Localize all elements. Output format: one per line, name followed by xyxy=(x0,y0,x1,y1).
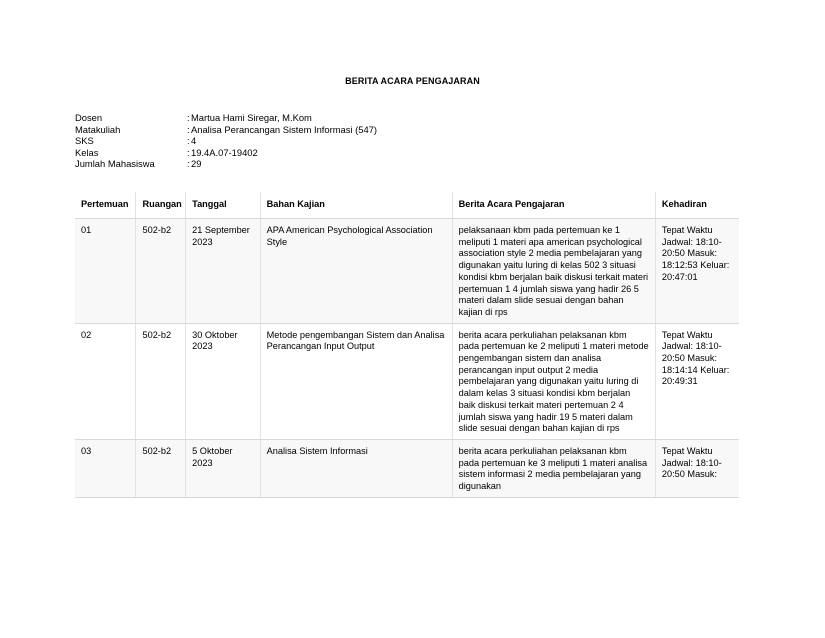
cell-pertemuan: 02 xyxy=(75,323,136,439)
info-separator: : xyxy=(187,135,190,146)
cell-tanggal: 5 Oktober 2023 xyxy=(186,439,261,497)
info-label: Matakuliah xyxy=(75,123,121,135)
teaching-report-table xyxy=(75,192,739,498)
cell-tanggal: 21 September 2023 xyxy=(186,219,261,324)
header-ruangan: Ruangan xyxy=(136,192,186,219)
cell-berita-acara: pelaksanaan kbm pada pertemuan ke 1 meliputi 1 materi apa american psychological association style 2 media pembelajaran yang digunakan yaitu luring di kelas 502 3 situasi kondisi kbm berjalan baik diskusi terkait materi pertemuan 1 4 jumlah siswa yang hadir 26 5 materi dalam slide sesuai dengan bahan kajian di rps xyxy=(452,219,655,324)
info-row-sks xyxy=(75,135,377,147)
header-kehadiran: Kehadiran xyxy=(655,192,739,219)
table-row xyxy=(75,439,739,497)
cell-berita-acara: berita acara perkuliahan pelaksanan kbm pada pertemuan ke 3 meliputi 1 materi analisa sistem informasi 2 media pembelajaran yang digunakan xyxy=(452,439,655,497)
info-separator: : xyxy=(187,158,190,169)
info-separator: : xyxy=(187,146,190,158)
info-label: Jumlah Mahasiswa xyxy=(75,158,155,169)
header-bahan-kajian: Bahan Kajian xyxy=(260,192,452,219)
info-label: SKS xyxy=(75,135,94,146)
info-value: 19.4A.07-19402 xyxy=(191,146,258,158)
table-row xyxy=(75,219,739,324)
info-separator: : xyxy=(187,123,190,135)
cell-pertemuan: 01 xyxy=(75,219,136,324)
info-value: 4 xyxy=(191,135,197,146)
info-value: 29 xyxy=(191,158,202,169)
cell-ruangan: 502-b2 xyxy=(136,439,186,497)
cell-ruangan: 502-b2 xyxy=(136,323,186,439)
course-info xyxy=(75,112,377,170)
document-title: BERITA ACARA PENGAJARAN xyxy=(345,76,480,86)
info-value: Martua Hami Siregar, M.Kom xyxy=(191,112,312,123)
cell-bahan-kajian: Metode pengembangan Sistem dan Analisa Perancangan Input Output xyxy=(260,323,452,439)
header-pertemuan: Pertemuan xyxy=(75,192,136,219)
info-value: Analisa Perancangan Sistem Informasi (547) xyxy=(191,123,378,135)
info-separator: : xyxy=(187,112,190,123)
info-label: Dosen xyxy=(75,112,103,123)
info-label: Kelas xyxy=(75,146,99,158)
cell-kehadiran: Tepat Waktu Jadwal: 18:10-20:50 Masuk: 18:14:14 Keluar: 20:49:31 xyxy=(655,323,739,439)
header-tanggal: Tanggal xyxy=(186,192,261,219)
info-row-matakuliah xyxy=(75,124,377,136)
cell-bahan-kajian: Analisa Sistem Informasi xyxy=(260,439,452,497)
info-row-jumlah-mahasiswa xyxy=(75,158,377,170)
info-row-kelas xyxy=(75,147,377,159)
table-header-row xyxy=(75,192,739,219)
cell-bahan-kajian: APA American Psychological Association Style xyxy=(260,219,452,324)
cell-ruangan: 502-b2 xyxy=(136,219,186,324)
cell-pertemuan: 03 xyxy=(75,439,136,497)
header-berita-acara: Berita Acara Pengajaran xyxy=(452,192,655,219)
info-row-dosen xyxy=(75,112,377,124)
cell-kehadiran: Tepat Waktu Jadwal: 18:10-20:50 Masuk: xyxy=(655,439,739,497)
cell-tanggal: 30 Oktober 2023 xyxy=(186,323,261,439)
table-row xyxy=(75,323,739,439)
cell-berita-acara: berita acara perkuliahan pelaksanan kbm pada pertemuan ke 2 meliputi 1 materi metode pengembangan sistem dan analisa perancangan input output 2 media pembelajaran yang digunakan yaitu luring di dalam kelas 3 situasi kondisi kbm berjalan baik diskusi terkait materi pertemuan 2 4 jumlah siswa yang hadir 19 5 materi dalam slide sesuai dengan bahan kajian di rps xyxy=(452,323,655,439)
cell-kehadiran: Tepat Waktu Jadwal: 18:10-20:50 Masuk: 18:12:53 Keluar: 20:47:01 xyxy=(655,219,739,324)
